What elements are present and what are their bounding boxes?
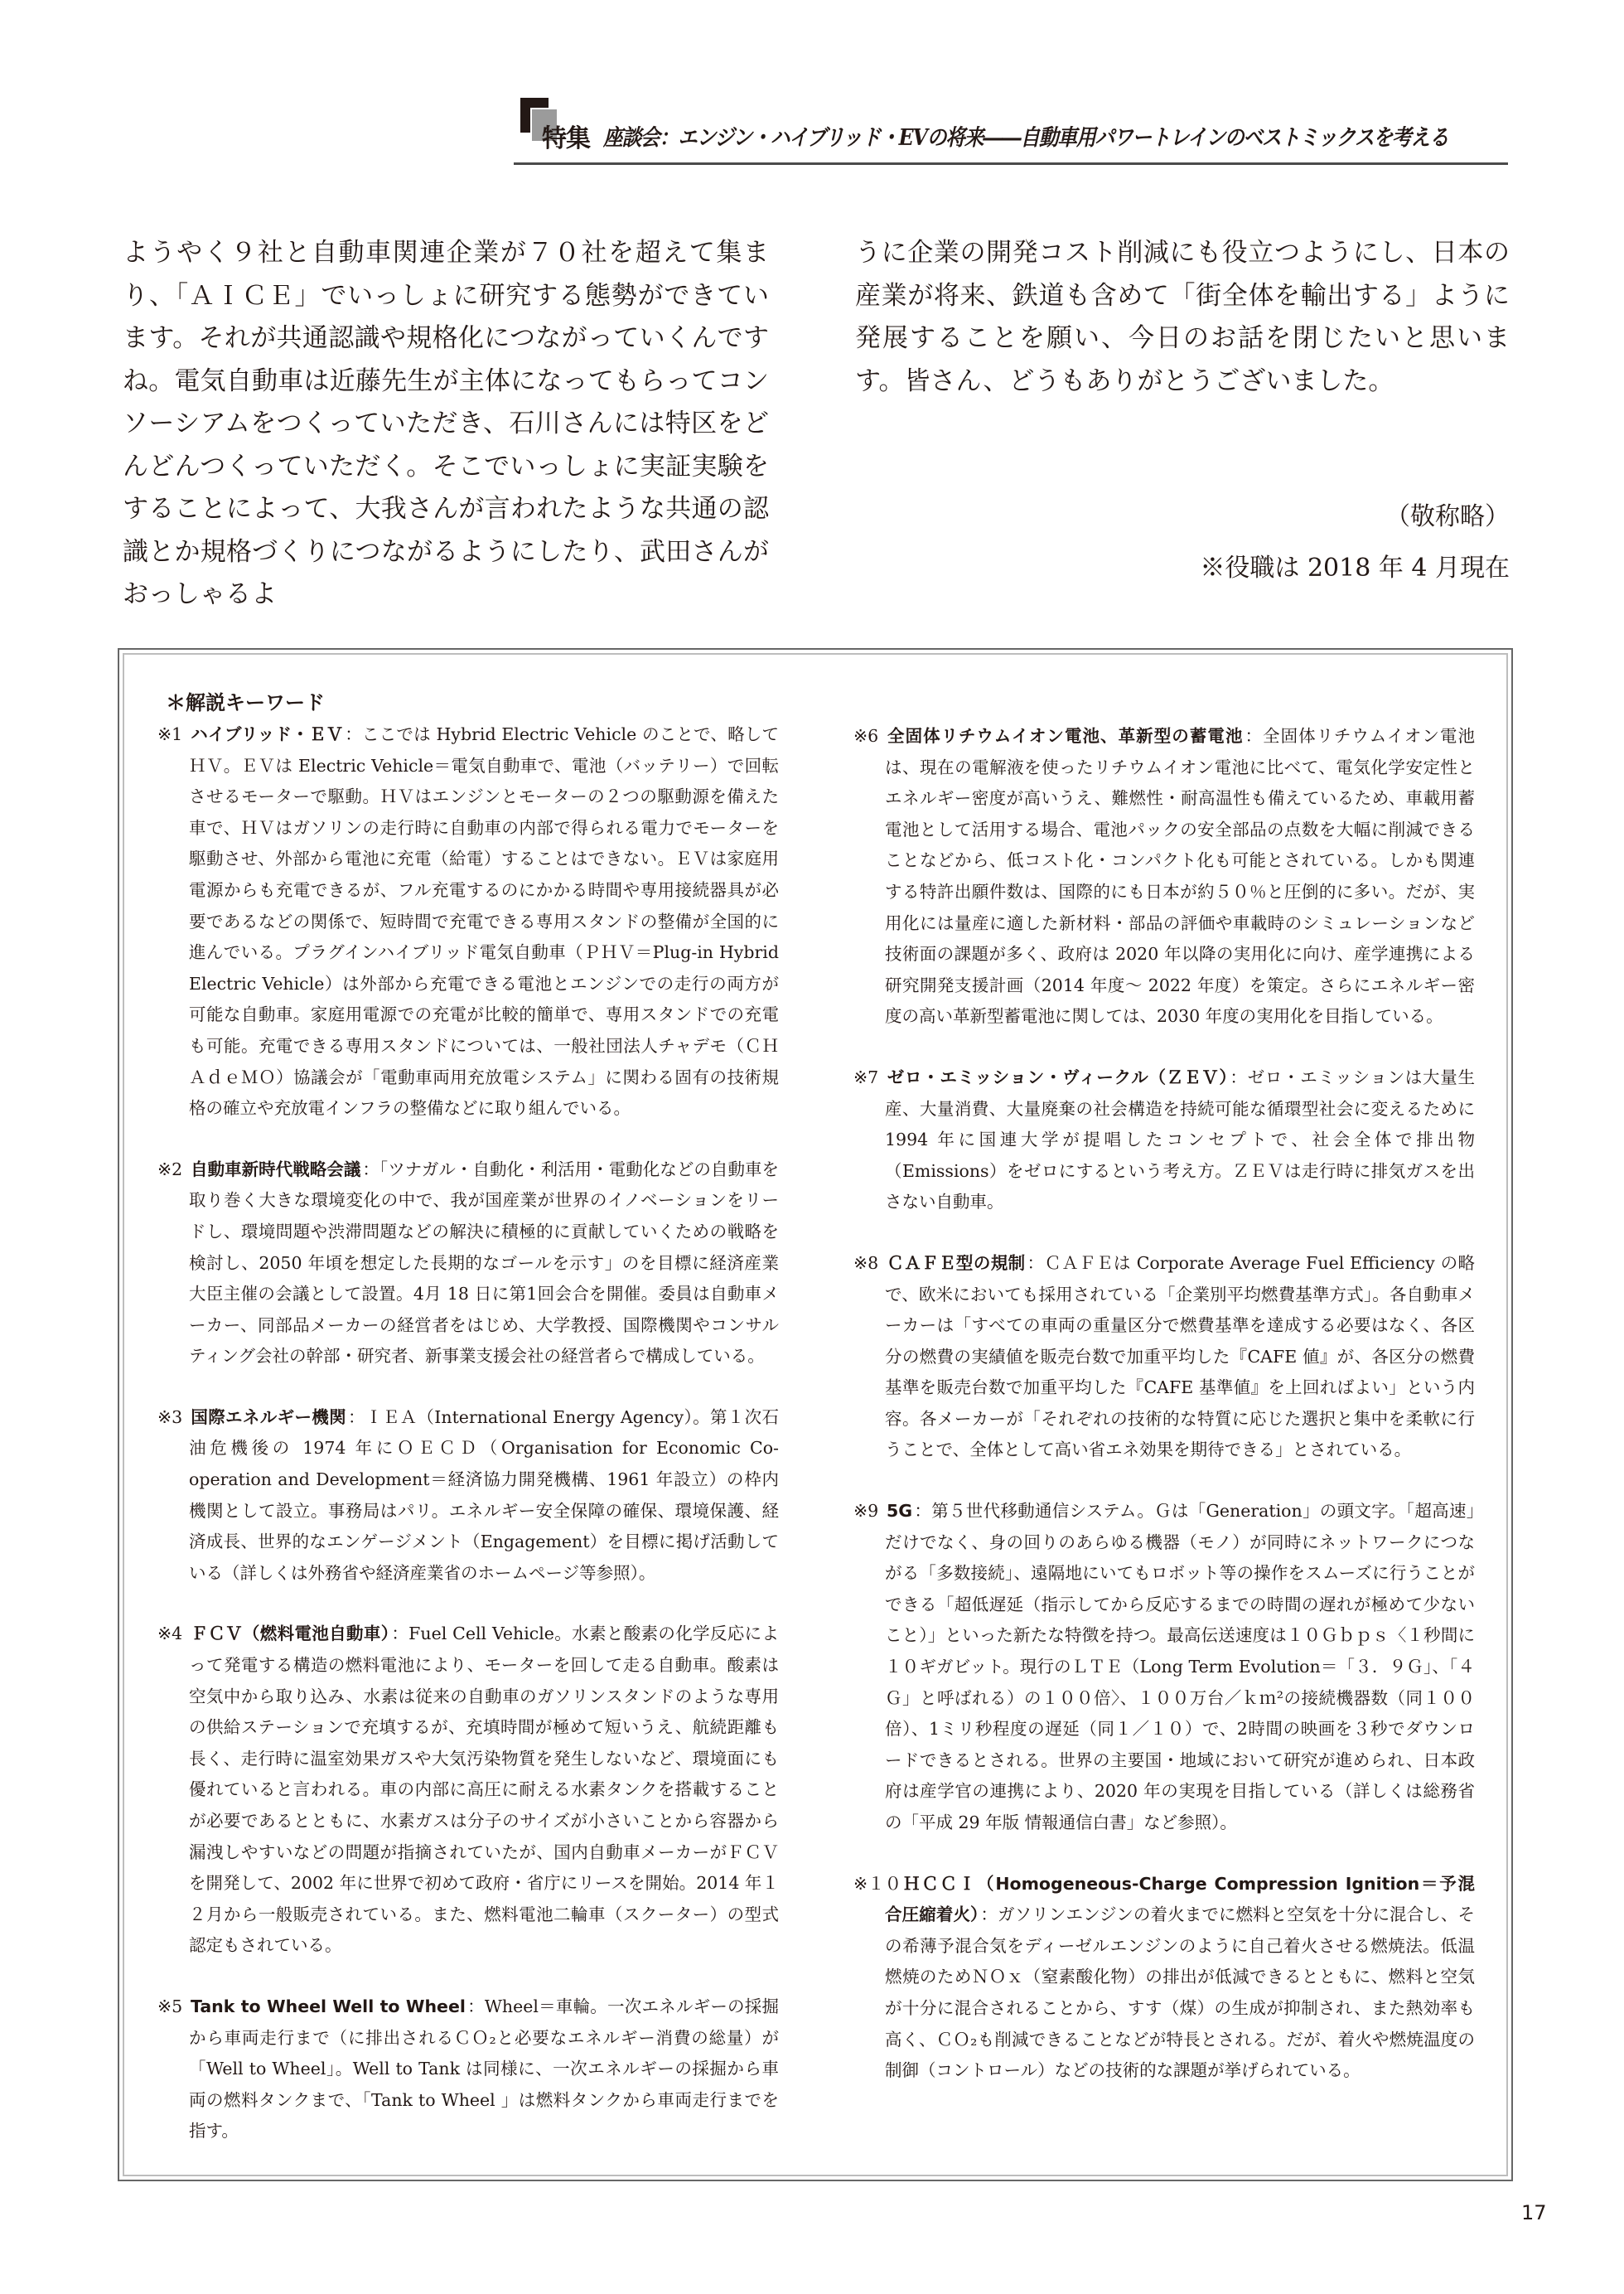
keyword-number: ※9 <box>853 1501 879 1522</box>
keyword-term: 国際エネルギー機関 <box>191 1406 347 1427</box>
keyword-description: ：Fuel Cell Vehicle。水素と酸素の化学反応によって発電する構造の燃料電池により、モーターを回して走る自動車。酸素は空気中から取り込み、水素は従来の自動車のガソリンスタンドのような専用の供給ステーションで充填するが、充填時間が極めて短いうえ、航続距離も長く、走行時に温室効果ガスや大気汚染物質を発生しないなど、環境面にも優れていると言われる。車の内部に高圧に耐える水素タンクを搭載することが必要であるとともに、水素ガスは分子のサイズが小さいことから容器から漏洩しやすいなどの問題が指摘されていたが、国内自動車メーカーがＦＣＶを開発して、2002 年に世界で初めて政府・省庁にリースを開始。2014 年１２月から一般販売されている。また、燃料電池二輪車（スクーター）の型式認定もされている。 <box>189 1624 780 1956</box>
keyword-number: ※1 <box>157 724 183 744</box>
keyword-description: ：全固体リチウムイオン電池は、現在の電解液を使ったリチウムイオン電池に比べて、電気化学安定性とエネルギー密度が高いうえ、難燃性・耐高温性も備えているため、車載用蓄電池として活用する場合、電池パックの安全部品の点数を大幅に削減できることなどから、低コスト化・コンパクト化も可能とされている。しかも関連する特許出願件数は、国際的にも日本が約５０％と圧倒的に多い。だが、実用化には量産に適した新材料・部品の評価や車載時のシミュレーションなど技術面の課題が多く、政府は 2020 年以降の実用化に向け、産学連携による研究開発支援計画（2014 年度～ 2022 年度）を策定。さらにエネルギー密度の高い革新型蓄電池に関しては、2030 年度の実用化を目指している。 <box>885 726 1476 1027</box>
keyword-item <box>853 1496 1475 1839</box>
keyword-description: ：ここでは Hybrid Electric Vehicle のことで、略してＨＶ。ＥＶは Electric Vehicle＝電気自動車で、電池（バッテリー）で回転させるモーターで駆動。ＨＶはエンジンとモーターの２つの駆動源を備えた車で、ＨＶはガソリンの走行時に自動車の内部で得られる電力でモーターを駆動させ、外部から電池に充電（給電）することはできない。ＥＶは家庭用電源からも充電できるが、フル充電するのにかかる時間や専用接続器具が必要であるなどの関係で、短時間で充電できる専用スタンドの整備が全国的に進んでいる。プラグインハイブリッド電気自動車（ＰＨＶ＝Plug-in Hybrid Electric Vehicle）は外部から充電できる電池とエンジンでの走行の両方が可能な自動車。家庭用電源での充電が比較的簡単で、専用スタンドでの充電も可能。充電できる専用スタンドについては、一般社団法人チャデモ（ＣＨＡｄｅＭＯ）協議会が「電動車両用充放電システム」に関わる固有の技術規格の確立や充放電インフラの整備などに取り組んでいる。 <box>189 724 779 1119</box>
section-label: 特集 <box>542 124 590 153</box>
keyword-column-right <box>853 721 1475 2117</box>
body-paragraph: うに企業の開発コスト削減にも役立つようにし、日本の産業が将来、鉄道も含めて「街全体を輸出する」ように発展することを願い、今日のお話を閉じたいと思います。皆さん、どうもありがとうございました。 <box>855 238 1510 396</box>
keyword-number: ※2 <box>157 1159 183 1179</box>
keyword-term: ＨＣＣＩ（Homogeneous-Charge Compression Ignition＝予混合圧縮着火） <box>885 1873 1475 1925</box>
keyword-description: ：「ツナガル・自動化・利活用・電動化などの自動車を取り巻く大きな環境変化の中で、我が国産業が世界のイノベーションをリードし、環境問題や渋滞問題などの解決に積極的に貢献していくための戦略を検討し、2050 年頃を想定した長期的なゴールを示す」のを目標に経済産業大臣主催の会議として設置。4月 18 日に第1回会合を開催。委員は自動車メーカー、同部品メーカーの経営者をはじめ、大学教授、国際機関やコンサルティング会社の幹部・研究者、新事業支援会社の経営者らで構成している。 <box>189 1159 780 1367</box>
keyword-term: 自動車新時代戦略会議 <box>191 1159 361 1179</box>
keyword-box-title: ＊解説キーワード <box>166 691 325 714</box>
keyword-column-left <box>157 719 779 2177</box>
keyword-number: ※6 <box>853 726 879 746</box>
keyword-term: ハイブリッド・ＥＶ <box>191 724 344 744</box>
keyword-item <box>157 1402 779 1590</box>
keyword-number: ※１０ <box>853 1873 902 1894</box>
keyword-term: Tank to Wheel Well to Wheel <box>191 1996 466 2016</box>
running-header <box>514 114 1508 153</box>
header-divider <box>514 162 1508 165</box>
keyword-term: 5G <box>887 1501 913 1522</box>
keyword-number: ※5 <box>157 1996 183 2016</box>
body-paragraph: ようやく９社と自動車関連企業が７０社を超えて集まり、「ＡＩＣＥ」でいっしょに研究する態勢ができています。それが共通認識や規格化につながっていくんですね。電気自動車は近藤先生が主体になってもらってコンソーシアムをつくっていただき、石川さんには特区をどんどんつくっていただく。そこでいっしょに実証実験をすることによって、大我さんが言われたような共通の認識とか規格づくりにつながるようにしたり、武田さんがおっしゃるよ <box>123 238 769 609</box>
keyword-number: ※7 <box>853 1067 879 1087</box>
keyword-term: ＣＡＦＥ型の規制 <box>887 1252 1026 1273</box>
keyword-item <box>157 1992 779 2147</box>
keyword-term: ＦＣＶ（燃料電池自動車） <box>191 1624 390 1644</box>
keyword-number: ※3 <box>157 1406 183 1427</box>
keyword-item <box>853 1869 1475 2087</box>
keyword-item <box>853 1248 1475 1466</box>
keyword-term: ゼロ・エミッション・ヴィークル（ＺＥＶ） <box>887 1067 1229 1087</box>
keyword-description: ：ＣＡＦＥは Corporate Average Fuel Efficiency の略で、欧米においても採用されている「企業別平均燃費基準方式」。各自動車メーカーは「すべての車両の重量区分で燃費基準を達成する必要はなく、各区分の燃費の実績値を販売台数で加重平均した『CAFE 値』が、各区分の燃費基準を販売台数で加重平均した『CAFE 基準値』を上回ればよい」という内容。各メーカーが「それぞれの技術的な特質に応じた選択と集中を柔軟に行うことで、全体として高い省エネ効果を期待できる」とされている。 <box>885 1252 1475 1460</box>
page-number: 17 <box>1521 2201 1547 2224</box>
keyword-item <box>157 719 779 1125</box>
keyword-description: ：ゼロ・エミッションは大量生産、大量消費、大量廃棄の社会構造を持続可能な循環型社会に変えるために 1994 年に国連大学が提唱したコンセプトで、社会全体で排出物（Emissions）をゼロにするという考え方。ＺＥＶは走行時に排気ガスを出さない自動車。 <box>885 1067 1475 1212</box>
keyword-number: ※4 <box>157 1624 183 1644</box>
keyword-description: ：Wheel＝車輪。一次エネルギーの採掘から車両走行まで（に排出されるＣＯ₂と必要なエネルギー消費の総量）が「Well to Wheel」。Well to Tank は同様に、一次エネルギーの採掘から車両の燃料タンクまで、「Tank to Wheel 」は燃料タンクから車両走行までを指す。 <box>189 1996 779 2142</box>
keyword-item <box>157 1619 779 1962</box>
keyword-description: ：ガソリンエンジンの着火までに燃料と空気を十分に混合し、その希薄予混合気をディーゼルエンジンのように自己着火させる燃焼法。低温燃焼のためＮＯｘ（窒素酸化物）の排出が低減できるとともに、燃料と空気が十分に混合されることから、すす（煤）の生成が抑制され、また熱効率も高く、ＣＯ₂も削減できることなどが特長とされる。だが、着火や燃焼温度の制御（コントロール）などの技術的な課題が挙げられている。 <box>885 1904 1475 2081</box>
body-column-right <box>855 232 1510 589</box>
honorific-note: （敬称略） <box>1385 502 1510 531</box>
keyword-number: ※8 <box>853 1252 879 1273</box>
keyword-item <box>853 721 1475 1033</box>
position-note: ※役職は 2018 年 4 月現在 <box>1200 553 1510 583</box>
keyword-description: ：ＩＥＡ（International Energy Agency）。第１次石油危機後の 1974 年にＯＥＣＤ（Organisation for Economic Co-operation and Development＝経済協力開発機構、1961 年設立）の枠内機関として設立。事務局はパリ。エネルギー安全保障の確保、環境保護、経済成長、世界的なエンゲージメント（Engagement）を目標に掲げ活動している（詳しくは外務省や経済産業省のホームページ等参照）。 <box>189 1406 779 1583</box>
keyword-description: ：第５世代移動通信システム。Ｇは「Generation」の頭文字。「超高速」だけでなく、身の回りのあらゆる機器（モノ）が同時にネットワークにつながる「多数接続」、遠隔地にいてもロボット等の操作をスムーズに行うことができる「超低遅延（指示してから反応するまでの時間の遅れが極めて少ないこと）」といった新たな特徴を持つ。最高伝送速度は１０Ｇｂｐｓ〈１秒間に１０ギガビット。現行のＬＴＥ（Long Term Evolution＝「３．９Ｇ」、「４Ｇ」と呼ばれる）の１００倍〉、１００万台／ｋｍ²の接続機器数（同１００倍）、1ミリ秒程度の遅延（同１／１０）で、2時間の映画を３秒でダウンロードできるとされる。世界の主要国・地域において研究が進められ、日本政府は産学官の連携により、2020 年の実現を目指している（詳しくは総務省の「平成 29 年版 情報通信白書」など参照）。 <box>885 1501 1475 1832</box>
keyword-item <box>157 1154 779 1372</box>
keyword-item <box>853 1062 1475 1218</box>
body-column-left <box>123 232 769 617</box>
header-title: 座談会：エンジン・ハイブリッド・EVの将来――自動車用パワートレインのベストミックスを考える <box>603 125 1448 151</box>
keyword-term: 全固体リチウムイオン電池、革新型の蓄電池 <box>887 726 1244 746</box>
